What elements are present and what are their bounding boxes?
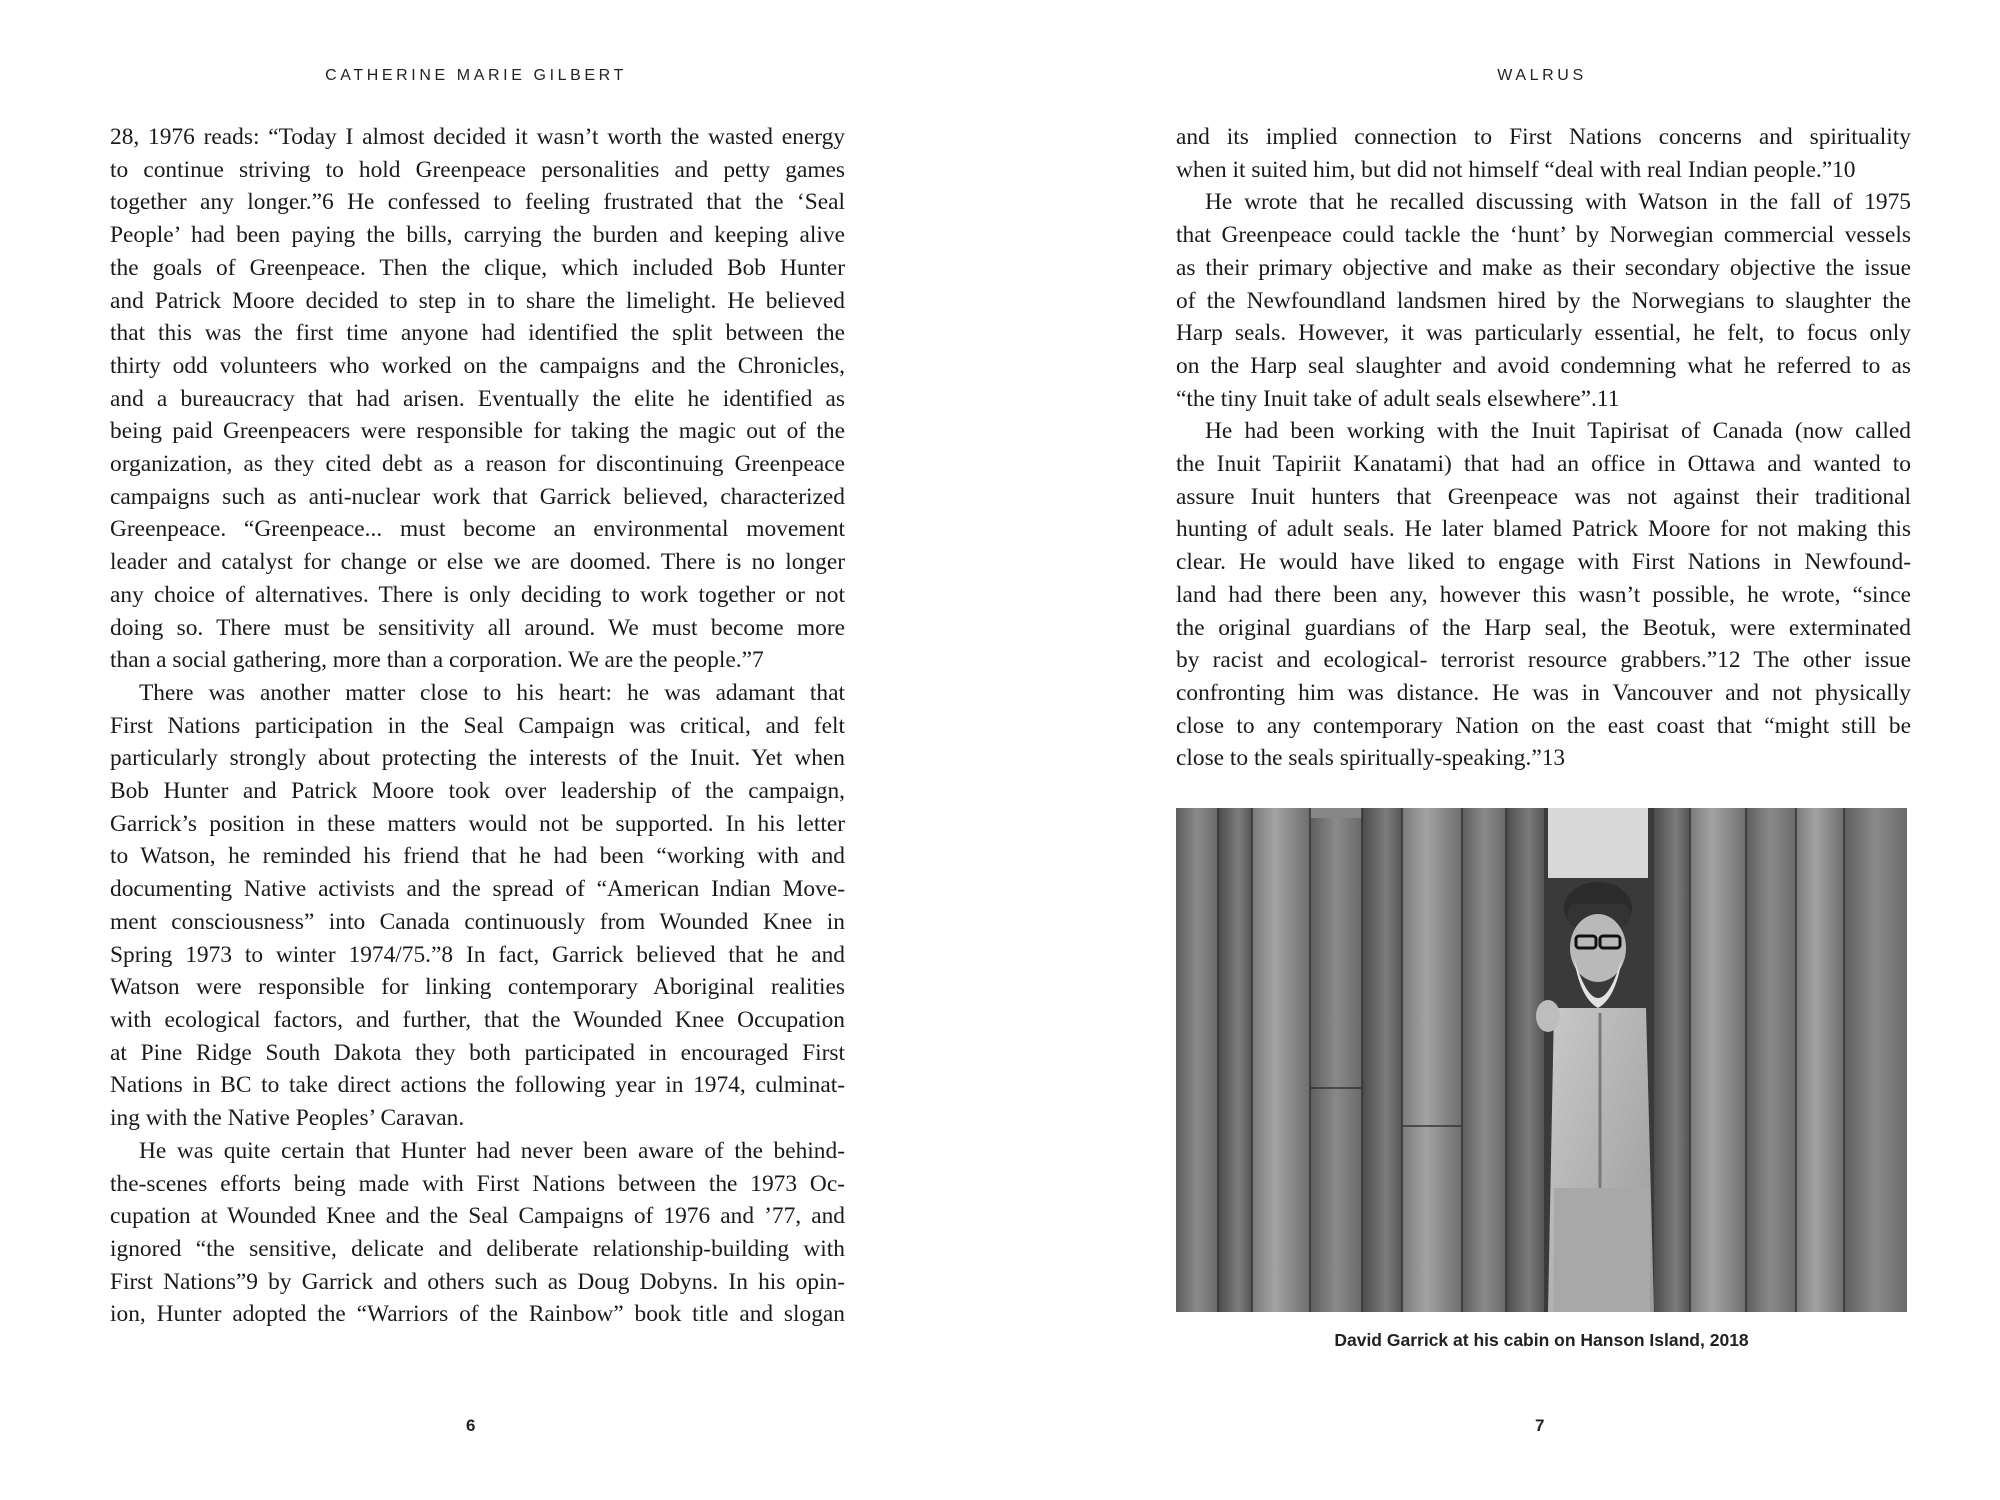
text-line: Harp seals. However, it was particularly essential, he felt, to focus only bbox=[1176, 320, 1911, 347]
text-line: land had there been any, however this wasn’t possible, he wrote, “since bbox=[1176, 581, 1911, 608]
text-line: leader and catalyst for change or else we are doomed. There is no longer bbox=[110, 549, 845, 576]
paragraph bbox=[110, 677, 845, 1135]
text-line: First Nations participation in the Seal Campaign was critical, and felt bbox=[110, 712, 845, 739]
text-line: together any longer.”6 He confessed to feeling frustrated that the ‘Seal bbox=[110, 189, 845, 216]
text-line: close to any contemporary Nation on the east coast that “might still be bbox=[1176, 712, 1911, 739]
text-line: the Inuit Tapiriit Kanatami) that had an office in Ottawa and wanted to bbox=[1176, 451, 1911, 478]
text-line: He had been working with the Inuit Tapirisat of Canada (now called bbox=[1205, 418, 1911, 445]
text-line: There was another matter close to his heart: he was adamant that bbox=[139, 679, 845, 706]
text-line: to Watson, he reminded his friend that he had been “working with and bbox=[110, 843, 845, 870]
text-line: 28, 1976 reads: “Today I almost decided it wasn’t worth the wasted energy bbox=[110, 124, 845, 150]
right-page bbox=[1000, 0, 2000, 1500]
text-line: by racist and ecological- terrorist resource grabbers.”12 The other issue bbox=[1176, 647, 1911, 674]
text-line: campaigns such as anti-nuclear work that Garrick believed, characterized bbox=[110, 483, 845, 510]
page-number: 7 bbox=[1535, 1416, 1545, 1435]
paragraph bbox=[1176, 415, 1911, 775]
body-text bbox=[110, 121, 845, 1331]
text-line: particularly strongly about protecting the interests of the Inuit. Yet when bbox=[110, 745, 845, 772]
text-line: cupation at Wounded Knee and the Seal Campaigns of 1976 and ’77, and bbox=[110, 1203, 845, 1230]
paragraph bbox=[1176, 121, 1911, 186]
text-line: with ecological factors, and further, that the Wounded Knee Occupation bbox=[110, 1006, 845, 1033]
text-line: “the tiny Inuit take of adult seals elsewhere”.11 bbox=[1176, 385, 1620, 412]
text-line: ment consciousness” into Canada continuously from Wounded Knee in bbox=[110, 908, 845, 935]
text-line: ion, Hunter adopted the “Warriors of the Rainbow” book title and slogan bbox=[110, 1301, 845, 1328]
text-line: clear. He would have liked to engage with First Nations in Newfound- bbox=[1176, 549, 1911, 576]
text-line: the original guardians of the Harp seal, the Beotuk, were exterminated bbox=[1176, 614, 1911, 641]
text-line: thirty odd volunteers who worked on the campaigns and the Chronicles, bbox=[110, 352, 845, 379]
photo-caption: David Garrick at his cabin on Hanson Island, 2018 bbox=[1334, 1330, 1749, 1350]
paragraph bbox=[110, 1135, 845, 1331]
text-line: Spring 1973 to winter 1974/75.”8 In fact, Garrick believed that he and bbox=[110, 941, 845, 968]
text-line: on the Harp seal slaughter and avoid condemning what he referred to as bbox=[1176, 352, 1911, 379]
text-line: People’ had been paying the bills, carrying the burden and keeping alive bbox=[110, 222, 845, 249]
text-line: Garrick’s position in these matters would not be supported. In his letter bbox=[110, 810, 845, 837]
text-line: any choice of alternatives. There is only deciding to work together or not bbox=[110, 581, 845, 608]
text-line: of the Newfoundland landsmen hired by the Norwegians to slaughter the bbox=[1176, 287, 1911, 314]
text-line: the-scenes efforts being made with First Nations between the 1973 Oc- bbox=[110, 1170, 845, 1197]
paragraph bbox=[1176, 186, 1911, 415]
text-line: than a social gathering, more than a corporation. We are the people.”7 bbox=[110, 647, 764, 674]
text-line: being paid Greenpeacers were responsible for taking the magic out of the bbox=[110, 418, 845, 445]
text-line: ignored “the sensitive, delicate and deliberate relationship-building with bbox=[110, 1235, 845, 1262]
text-line: that this was the first time anyone had identified the split between the bbox=[110, 320, 845, 347]
text-line: close to the seals spiritually-speaking.”13 bbox=[1176, 745, 1566, 772]
text-line: and its implied connection to First Nations concerns and spirituality bbox=[1176, 124, 1911, 150]
text-line: confronting him was distance. He was in Vancouver and not physically bbox=[1176, 679, 1911, 706]
text-line: when it suited him, but did not himself “deal with real Indian people.”10 bbox=[1176, 156, 1856, 183]
text-line: assure Inuit hunters that Greenpeace was not against their traditional bbox=[1176, 483, 1911, 510]
text-line: organization, as they cited debt as a reason for discontinuing Greenpeace bbox=[110, 451, 845, 478]
text-line: First Nations”9 by Garrick and others such as Doug Dobyns. In his opin- bbox=[110, 1268, 845, 1295]
body-text bbox=[1176, 121, 1911, 775]
text-line: He was quite certain that Hunter had never been aware of the behind- bbox=[139, 1137, 845, 1164]
running-head-title: WALRUS bbox=[1497, 67, 1587, 84]
text-line: Bob Hunter and Patrick Moore took over leadership of the campaign, bbox=[110, 778, 845, 805]
text-line: Watson were responsible for linking contemporary Aboriginal realities bbox=[110, 974, 845, 1001]
running-head-author: CATHERINE MARIE GILBERT bbox=[325, 67, 627, 84]
text-line: ing with the Native Peoples’ Caravan. bbox=[110, 1105, 465, 1132]
text-line: hunting of adult seals. He later blamed Patrick Moore for not making this bbox=[1176, 516, 1911, 543]
text-line: the goals of Greenpeace. Then the clique, which included Bob Hunter bbox=[110, 254, 845, 281]
text-line: as their primary objective and make as their secondary objective the issue bbox=[1176, 254, 1911, 281]
text-line: documenting Native activists and the spread of “American Indian Move- bbox=[110, 876, 845, 903]
page-number: 6 bbox=[466, 1416, 476, 1435]
text-line: and Patrick Moore decided to step in to share the limelight. He believed bbox=[110, 287, 845, 314]
text-line: Nations in BC to take direct actions the following year in 1974, culminat- bbox=[110, 1072, 845, 1099]
text-line: at Pine Ridge South Dakota they both participated in encouraged First bbox=[110, 1039, 845, 1066]
photo-garrick-cabin bbox=[1176, 808, 1907, 1312]
text-line: He wrote that he recalled discussing with Watson in the fall of 1975 bbox=[1205, 189, 1911, 216]
text-line: to continue striving to hold Greenpeace personalities and petty games bbox=[110, 156, 845, 183]
text-line: that Greenpeace could tackle the ‘hunt’ by Norwegian commercial vessels bbox=[1176, 222, 1911, 249]
text-line: Greenpeace. “Greenpeace... must become an environmental movement bbox=[110, 516, 845, 543]
paragraph bbox=[110, 121, 845, 677]
text-line: doing so. There must be sensitivity all around. We must become more bbox=[110, 614, 845, 641]
text-line: and a bureaucracy that had arisen. Eventually the elite he identified as bbox=[110, 385, 845, 412]
